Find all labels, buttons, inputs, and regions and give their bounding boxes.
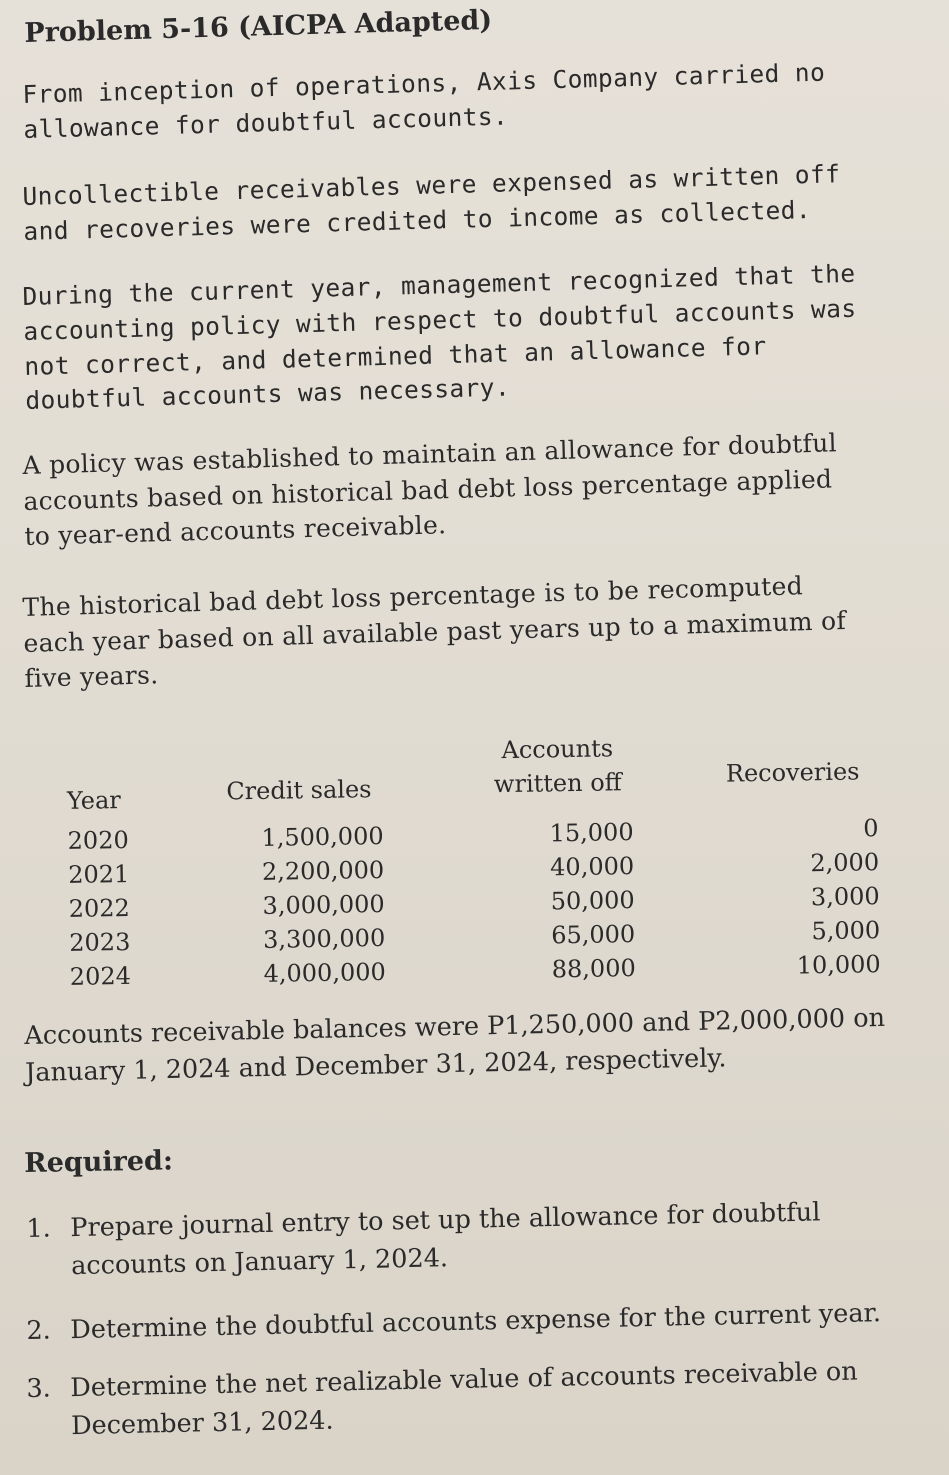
- cell-credit-sales: 2,200,000: [261, 855, 385, 886]
- requirement-item: [26, 1294, 906, 1346]
- cell-year: 2020: [67, 825, 129, 855]
- cell-recoveries: 10,000: [796, 950, 881, 980]
- cell-credit-sales: 4,000,000: [263, 957, 386, 988]
- requirement-text: Determine the doubtful accounts expense for the current year.: [70, 1298, 882, 1346]
- cell-credit-sales: 3,300,000: [262, 923, 386, 954]
- cell-year: 2022: [68, 893, 131, 923]
- cell-written-off: 88,000: [551, 954, 636, 984]
- bad-debt-history-table: [62, 722, 886, 1005]
- requirement-text: Determine the net realizable value of accounts receivable on December 31, 2024.: [70, 1356, 858, 1442]
- cell-year: 2024: [69, 961, 132, 991]
- column-header-recoveries: Recoveries: [725, 757, 860, 788]
- cell-written-off: 50,000: [550, 886, 635, 916]
- column-header-credit-sales: Credit sales: [226, 775, 372, 806]
- requirement-number: 3.: [26, 1373, 52, 1404]
- paragraph-recompute: The historical bad debt loss percentage is to be recomputed each year based on all available past years up to a maximum of five years.: [22, 571, 847, 693]
- problem-title: Problem 5-16 (AICPA Adapted): [24, 4, 493, 49]
- required-heading: Required:: [24, 1145, 174, 1179]
- cell-recoveries: 5,000: [811, 916, 881, 946]
- requirement-number: 1.: [26, 1213, 52, 1244]
- cell-written-off: 65,000: [551, 920, 636, 950]
- cell-year: 2023: [69, 927, 131, 957]
- cell-recoveries: 0: [863, 814, 879, 843]
- cell-written-off: 40,000: [549, 852, 635, 882]
- paragraph-new-policy: A policy was established to maintain an allowance for doubtful accounts based on historical bad debt loss percentage applied to year-end accounts receivable.: [22, 428, 838, 551]
- paragraph-expensing-policy: Uncollectible receivables were expensed as written off and recoveries were credited to income as collected.: [22, 159, 841, 246]
- column-header-written-off-line1: Accounts: [501, 734, 614, 765]
- accounts-receivable-statement: Accounts receivable balances were P1,250,000 and P2,000,000 on January 1, 2024 and December 31, 2024, respectively.: [24, 1002, 886, 1088]
- requirement-number: 2.: [26, 1315, 52, 1346]
- requirement-item: [26, 1352, 906, 1442]
- column-header-written-off: [472, 731, 643, 802]
- cell-recoveries: 2,000: [810, 848, 880, 878]
- requirement-text: Prepare journal entry to set up the allowance for doubtful accounts on January 1, 2024.: [70, 1197, 821, 1282]
- column-header-year: Year: [66, 786, 121, 815]
- cell-credit-sales: 3,000,000: [262, 889, 385, 920]
- paragraph-policy-correction: During the current year, management recognized that the accounting policy with respect to doubtful accounts was not correct, and determined that an allowance for doubtful accounts was necessary.: [22, 258, 857, 416]
- column-header-written-off-line2: written off: [493, 768, 622, 799]
- paragraph-inception: From inception of operations, Axis Company carried no allowance for doubtful accounts.: [22, 57, 826, 144]
- cell-year: 2021: [67, 859, 130, 889]
- cell-credit-sales: 1,500,000: [261, 821, 384, 852]
- cell-written-off: 15,000: [549, 818, 634, 848]
- cell-recoveries: 3,000: [810, 882, 880, 912]
- requirement-item: [26, 1192, 906, 1282]
